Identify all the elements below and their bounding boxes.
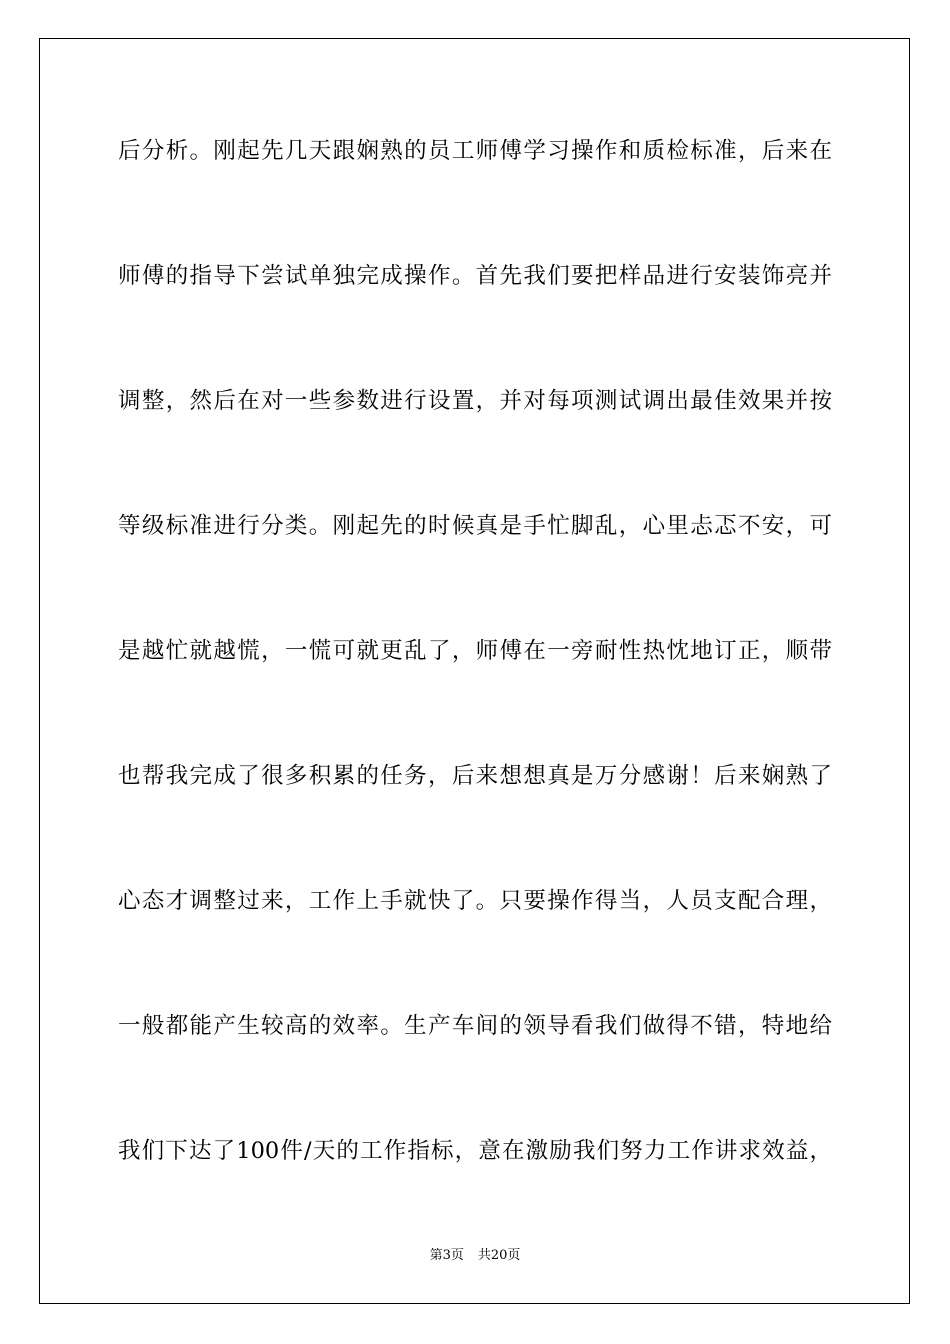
text-line-1: 后分析。刚起先几天跟娴熟的员工师傅学习操作和质检标准，后来在 (118, 138, 832, 164)
page-footer (0, 1246, 950, 1266)
text-line-7: 心态才调整过来，工作上手就快了。只要操作得当，人员支配合理， (118, 888, 832, 914)
total-pages: 共20页 (477, 1248, 521, 1263)
text-line-5: 是越忙就越慌，一慌可就更乱了，师傅在一旁耐性热忱地订正，顺带 (118, 638, 832, 664)
text-line-2: 师傅的指导下尝试单独完成操作。首先我们要把样品进行安装饰亮并 (118, 263, 832, 289)
page-number: 第3页 (429, 1248, 464, 1263)
text-line-3: 调整，然后在对一些参数进行设置，并对每项测试调出最佳效果并按 (118, 388, 832, 414)
text-line-8: 一般都能产生较高的效率。生产车间的领导看我们做得不错，特地给 (118, 1013, 832, 1039)
text-line-4: 等级标准进行分类。刚起先的时候真是手忙脚乱，心里忐忑不安，可 (118, 513, 832, 539)
text-line-6: 也帮我完成了很多积累的任务，后来想想真是万分感谢！后来娴熟了 (118, 763, 832, 789)
text-line-9: 我们下达了100件/天的工作指标，意在激励我们努力工作讲求效益， (118, 1138, 832, 1164)
page-border (39, 38, 910, 1304)
